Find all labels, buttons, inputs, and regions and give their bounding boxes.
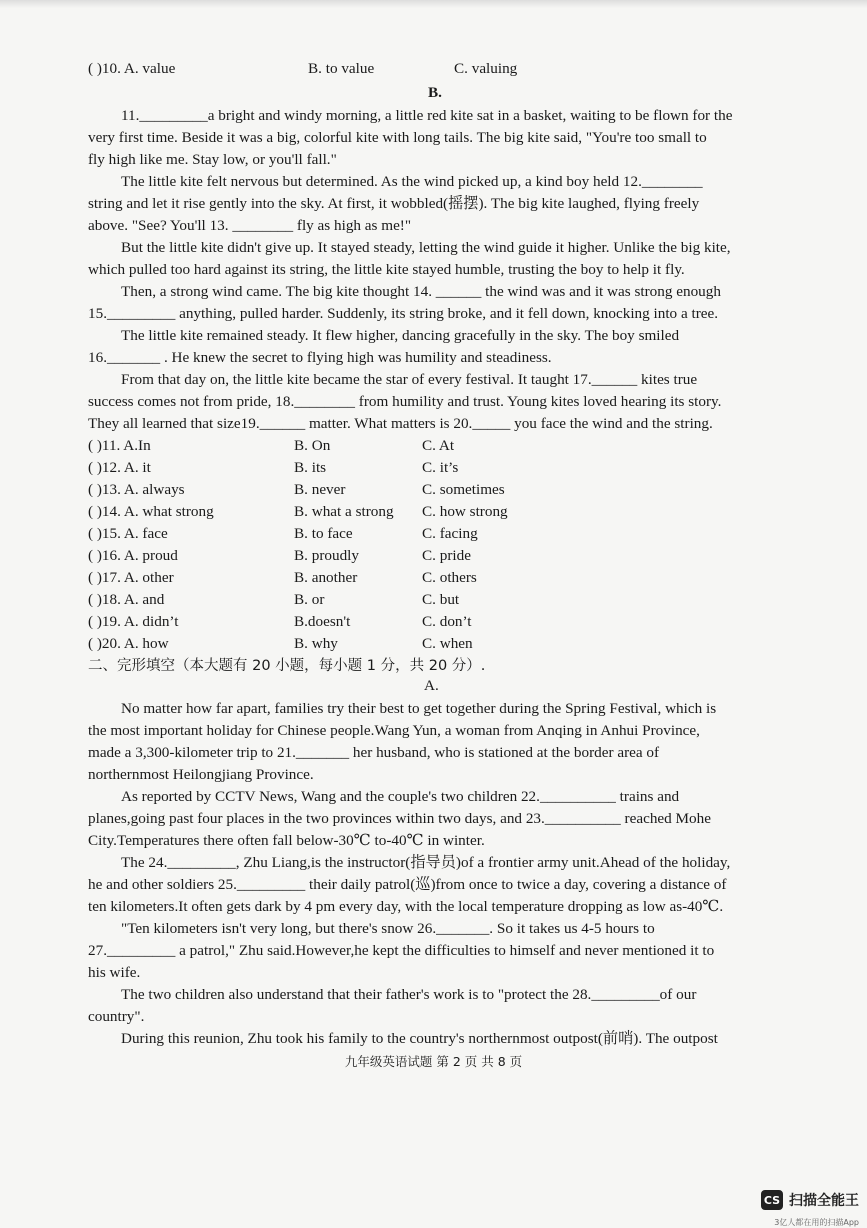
option-b: B. another: [294, 569, 358, 586]
option-c: C. but: [422, 591, 460, 608]
option-a: ( )11. A.In: [88, 437, 151, 454]
passage-a-line: made a 3,300-kilometer trip to 21._______ her husband, who is stationed at the border area of: [88, 744, 660, 761]
question-10-b: B. to value: [308, 60, 375, 77]
option-b: B. never: [294, 481, 346, 498]
option-b: B. why: [294, 635, 338, 652]
passage-b-line: success comes not from pride, 18.________ from humility and trust. Young kites loved hearing its story.: [88, 393, 722, 410]
option-a: ( )13. A. always: [88, 481, 185, 498]
passage-b-line: fly high like me. Stay low, or you'll fall.": [88, 151, 337, 168]
section-b-heading: B.: [428, 84, 442, 101]
passage-a-line: the most important holiday for Chinese people.Wang Yun, a woman from Anqing in Anhui Province,: [88, 722, 700, 739]
option-b: B. proudly: [294, 547, 359, 564]
passage-b-line: very first time. Beside it was a big, colorful kite with long tails. The big kite said, "You're too small to: [88, 129, 707, 146]
option-b: B. to face: [294, 525, 353, 542]
option-a: ( )14. A. what strong: [88, 503, 214, 520]
passage-b-line: 11._________a bright and windy morning, a little red kite sat in a basket, waiting to be flown for the: [121, 107, 733, 124]
scanner-name: 扫描全能王: [789, 1193, 859, 1209]
passage-a-line: he and other soldiers 25._________ their daily patrol(巡)from once to twice a day, covering a distance of: [88, 876, 727, 893]
option-c: C. don’t: [422, 613, 472, 630]
passage-b-line: 15._________ anything, pulled harder. Suddenly, its string broke, and it fell down, knocking into a tree.: [88, 305, 719, 322]
question-options-row: [88, 591, 788, 611]
scanner-tagline: 3亿人都在用的扫描App: [774, 1218, 859, 1227]
question-options-row: [88, 635, 788, 655]
question-options-row: [88, 525, 788, 545]
passage-a-line: northernmost Heilongjiang Province.: [88, 766, 314, 783]
question-options-row: [88, 569, 788, 589]
option-b: B. its: [294, 459, 327, 476]
passage-b-line: From that day on, the little kite became the star of every festival. It taught 17.______ kites true: [121, 371, 698, 388]
section-2-heading: 二、完形填空（本大题有 20 小题，每小题 1 分，共 20 分）.: [88, 658, 486, 674]
option-b: B. On: [294, 437, 331, 454]
passage-b-line: string and let it rise gently into the sky. At first, it wobbled(摇摆). The big kite laughed, flying freely: [88, 195, 700, 212]
option-c: C. facing: [422, 525, 478, 542]
question-10-options: [88, 60, 788, 80]
option-a: ( )15. A. face: [88, 525, 168, 542]
passage-a-line: City.Temperatures there often fall below-30℃ to-40℃ in winter.: [88, 832, 485, 849]
passage-a-line: As reported by CCTV News, Wang and the couple's two children 22.__________ trains and: [121, 788, 680, 805]
question-10-a: ( )10. A. value: [88, 60, 176, 77]
option-a: ( )17. A. other: [88, 569, 174, 586]
question-options-row: [88, 503, 788, 523]
option-a: ( )16. A. proud: [88, 547, 178, 564]
passage-b-line: They all learned that size19.______ matter. What matters is 20._____ you face the wind and the string.: [88, 415, 713, 432]
passage-a-line: During this reunion, Zhu took his family to the country's northernmost outpost(前哨). The outpost: [121, 1030, 718, 1047]
option-b: B. what a strong: [294, 503, 394, 520]
option-a: ( )19. A. didn’t: [88, 613, 179, 630]
option-c: C. when: [422, 635, 473, 652]
passage-b-line: above. "See? You'll 13. ________ fly as high as me!": [88, 217, 412, 234]
passage-b-line: 16._______ . He knew the secret to flying high was humility and steadiness.: [88, 349, 552, 366]
question-options-row: [88, 613, 788, 633]
passage-b-line: The little kite remained steady. It flew higher, dancing gracefully in the sky. The boy smiled: [121, 327, 680, 344]
passage-a-line: country".: [88, 1008, 145, 1025]
passage-a-line: planes,going past four places in the two provinces within two days, and 23.__________ reached Mohe: [88, 810, 711, 827]
option-c: C. how strong: [422, 503, 508, 520]
passage-b-line: But the little kite didn't give up. It stayed steady, letting the wind guide it higher. Unlike the big kite,: [121, 239, 731, 256]
passage-a-line: ten kilometers.It often gets dark by 4 pm every day, with the local temperature dropping as low as-40℃.: [88, 898, 724, 915]
scan-shadow: [0, 0, 867, 8]
section-a-heading: A.: [424, 677, 439, 694]
passage-a-line: his wife.: [88, 964, 141, 981]
option-a: ( )12. A. it: [88, 459, 151, 476]
page-footer: 九年级英语试题 第 2 页 共 8 页: [344, 1054, 523, 1069]
question-options-row: [88, 459, 788, 479]
option-c: C. it’s: [422, 459, 459, 476]
scanner-watermark: [761, 1190, 859, 1210]
option-b: B. or: [294, 591, 325, 608]
passage-a-line: The two children also understand that their father's work is to "protect the 28._________of our: [121, 986, 697, 1003]
question-options-row: [88, 481, 788, 501]
passage-a-line: No matter how far apart, families try their best to get together during the Spring Festival, which is: [121, 700, 717, 717]
question-options-row: [88, 547, 788, 567]
option-a: ( )18. A. and: [88, 591, 165, 608]
passage-b-line: which pulled too hard against its string, the little kite stayed humble, trusting the boy to help it fly.: [88, 261, 685, 278]
passage-a-line: "Ten kilometers isn't very long, but there's snow 26._______. So it takes us 4-5 hours to: [121, 920, 655, 937]
question-options-row: [88, 437, 788, 457]
passage-b-line: Then, a strong wind came. The big kite thought 14. ______ the wind was and it was strong enough: [121, 283, 721, 300]
option-c: C. At: [422, 437, 455, 454]
option-c: C. sometimes: [422, 481, 505, 498]
option-c: C. others: [422, 569, 477, 586]
passage-a-line: 27._________ a patrol," Zhu said.However,he kept the difficulties to himself and never mentioned it to: [88, 942, 715, 959]
question-10-c: C. valuing: [454, 60, 518, 77]
passage-b-line: The little kite felt nervous but determined. As the wind picked up, a kind boy held 12.________: [121, 173, 703, 190]
cs-logo-icon: CS: [761, 1190, 783, 1210]
option-b: B.doesn't: [294, 613, 351, 630]
option-c: C. pride: [422, 547, 471, 564]
passage-a-line: The 24._________, Zhu Liang,is the instructor(指导员)of a frontier army unit.Ahead of the holiday,: [121, 854, 731, 871]
option-a: ( )20. A. how: [88, 635, 169, 652]
